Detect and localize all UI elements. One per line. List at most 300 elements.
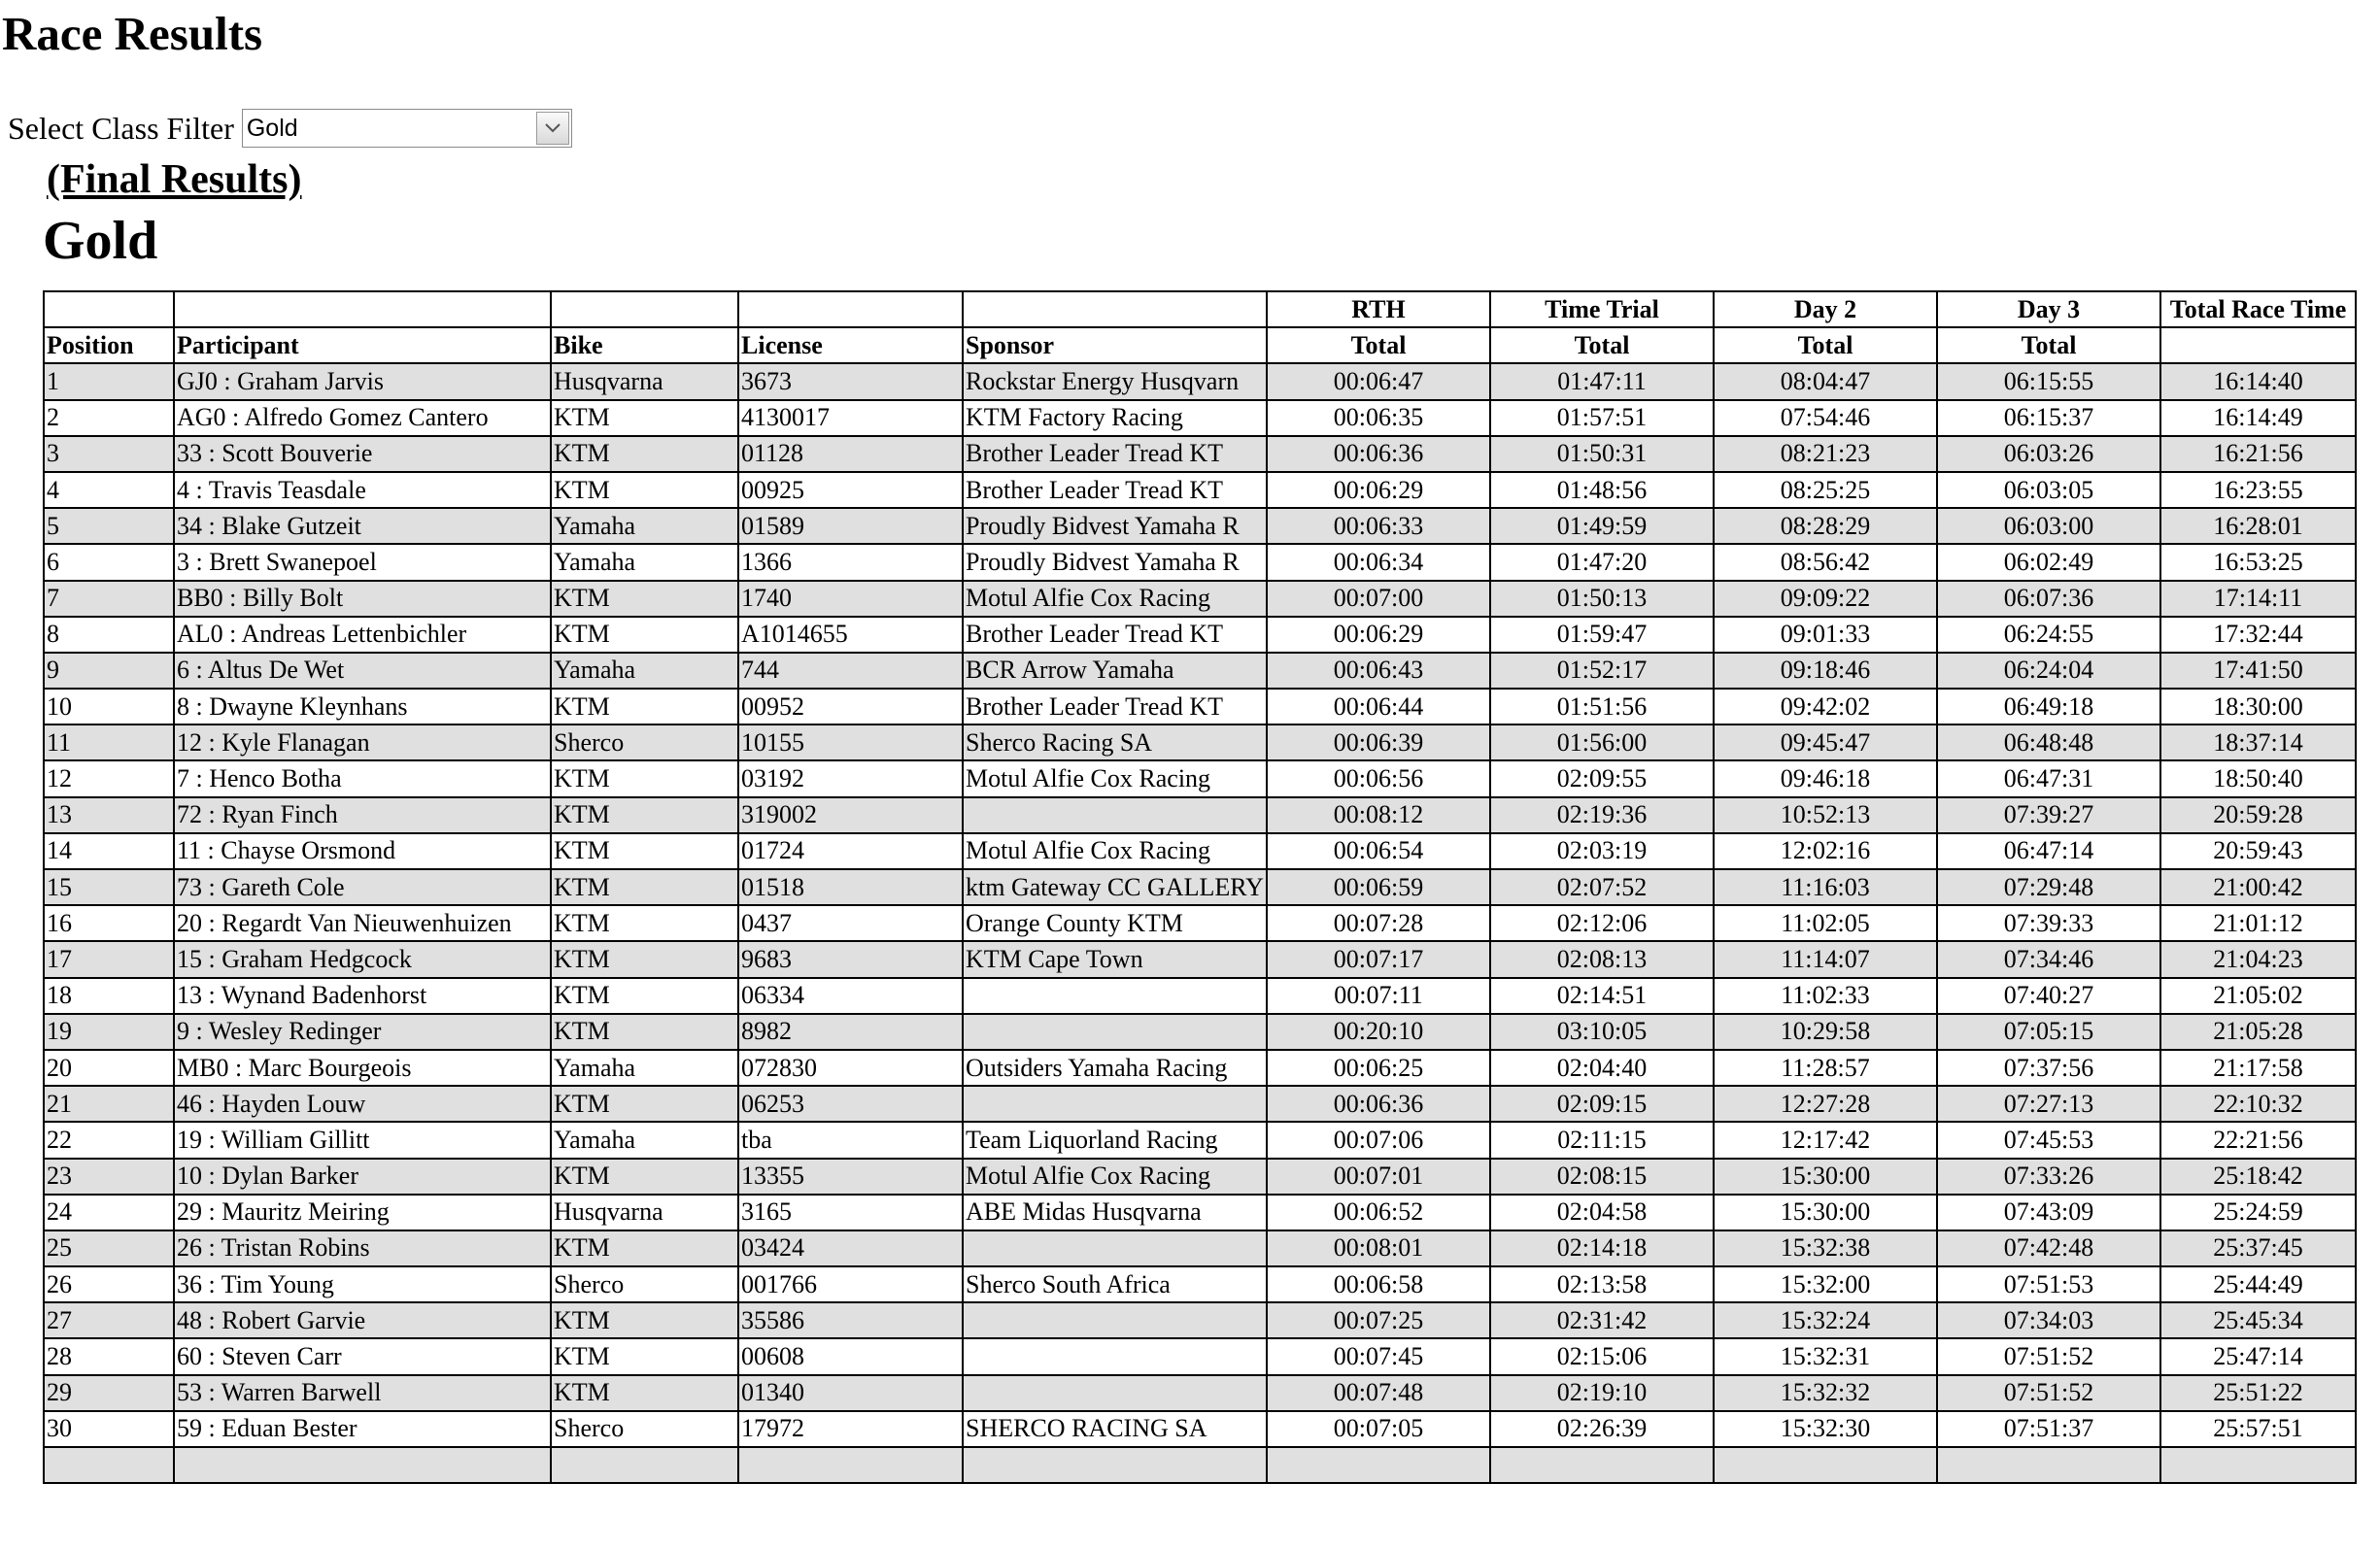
- table-row: [44, 1338, 2356, 1374]
- table-header-rth-total: Total: [1267, 327, 1490, 363]
- cell-sponsor: Brother Leader Tread KT: [963, 689, 1267, 724]
- cell-rth-total: 00:06:33: [1267, 508, 1490, 544]
- cell-participant: 10 : Dylan Barker: [174, 1159, 551, 1195]
- table-header-bike: Bike: [551, 327, 738, 363]
- cell-time-trial-total: 02:14:18: [1490, 1230, 1714, 1266]
- cell-day3-total: 06:47:31: [1937, 760, 2160, 796]
- cell-day3-total: 06:07:36: [1937, 581, 2160, 617]
- table-row: [44, 797, 2356, 833]
- cell-day3-total: 06:02:49: [1937, 544, 2160, 580]
- cell-bike: KTM: [551, 472, 738, 508]
- cell-position: 1: [44, 363, 174, 399]
- cell-bike: Yamaha: [551, 544, 738, 580]
- cell-day2-total: 12:17:42: [1714, 1122, 1937, 1158]
- cell-participant: BB0 : Billy Bolt: [174, 581, 551, 617]
- table-row: [44, 653, 2356, 689]
- table-header-position: Position: [44, 327, 174, 363]
- cell-sponsor: [963, 1447, 1267, 1483]
- cell-day2-total: 11:14:07: [1714, 941, 1937, 977]
- cell-license: A1014655: [738, 617, 963, 653]
- cell-rth-total: 00:20:10: [1267, 1014, 1490, 1050]
- cell-bike: Sherco: [551, 1411, 738, 1447]
- cell-day2-total: 08:04:47: [1714, 363, 1937, 399]
- cell-rth-total: 00:06:36: [1267, 436, 1490, 472]
- cell-rth-total: 00:06:35: [1267, 400, 1490, 436]
- cell-day2-total: 11:02:33: [1714, 978, 1937, 1014]
- cell-day3-total: 07:33:26: [1937, 1159, 2160, 1195]
- cell-day2-total: 12:27:28: [1714, 1086, 1937, 1122]
- cell-day3-total: 06:03:00: [1937, 508, 2160, 544]
- cell-position: 13: [44, 797, 174, 833]
- cell-total-race-time: 16:14:40: [2160, 363, 2356, 399]
- cell-day3-total: 07:40:27: [1937, 978, 2160, 1014]
- cell-position: 5: [44, 508, 174, 544]
- cell-rth-total: 00:06:47: [1267, 363, 1490, 399]
- cell-day2-total: 15:32:32: [1714, 1375, 1937, 1411]
- cell-license: 10155: [738, 724, 963, 760]
- cell-time-trial-total: 02:04:40: [1490, 1050, 1714, 1086]
- cell-sponsor: ktm Gateway CC GALLERY: [963, 869, 1267, 905]
- cell-position: 18: [44, 978, 174, 1014]
- cell-participant: 20 : Regardt Van Nieuwenhuizen: [174, 905, 551, 941]
- cell-day3-total: 07:51:53: [1937, 1266, 2160, 1302]
- cell-license: 3165: [738, 1195, 963, 1230]
- cell-time-trial-total: 02:19:36: [1490, 797, 1714, 833]
- table-row: [44, 689, 2356, 724]
- cell-rth-total: 00:06:52: [1267, 1195, 1490, 1230]
- table-row: [44, 1050, 2356, 1086]
- table-header-total-race-time: Total Race Time: [2160, 291, 2356, 327]
- cell-participant: 73 : Gareth Cole: [174, 869, 551, 905]
- cell-time-trial-total: 02:15:06: [1490, 1338, 1714, 1374]
- table-header-row-top: [44, 291, 2356, 327]
- cell-participant: 8 : Dwayne Kleynhans: [174, 689, 551, 724]
- cell-bike: KTM: [551, 400, 738, 436]
- cell-sponsor: Sherco Racing SA: [963, 724, 1267, 760]
- cell-total-race-time: 16:23:55: [2160, 472, 2356, 508]
- cell-day2-total: 15:32:24: [1714, 1302, 1937, 1338]
- cell-day3-total: 07:51:52: [1937, 1375, 2160, 1411]
- cell-time-trial-total: 01:59:47: [1490, 617, 1714, 653]
- cell-participant: 72 : Ryan Finch: [174, 797, 551, 833]
- cell-day3-total: 06:03:26: [1937, 436, 2160, 472]
- cell-day2-total: 08:28:29: [1714, 508, 1937, 544]
- cell-time-trial-total: 02:04:58: [1490, 1195, 1714, 1230]
- cell-license: 9683: [738, 941, 963, 977]
- table-row: [44, 617, 2356, 653]
- results-table: [43, 290, 2357, 1484]
- cell-bike: KTM: [551, 617, 738, 653]
- cell-day3-total: 06:24:55: [1937, 617, 2160, 653]
- chevron-down-icon[interactable]: [536, 112, 569, 145]
- cell-time-trial-total: 01:49:59: [1490, 508, 1714, 544]
- cell-sponsor: [963, 978, 1267, 1014]
- cell-participant: MB0 : Marc Bourgeois: [174, 1050, 551, 1086]
- cell-time-trial-total: 01:47:11: [1490, 363, 1714, 399]
- table-row: [44, 1411, 2356, 1447]
- class-heading: Gold: [43, 211, 158, 271]
- cell-day2-total: 15:32:31: [1714, 1338, 1937, 1374]
- cell-position: 25: [44, 1230, 174, 1266]
- cell-day2-total: 07:54:46: [1714, 400, 1937, 436]
- table-row: [44, 1447, 2356, 1483]
- cell-license: 00608: [738, 1338, 963, 1374]
- cell-day3-total: 07:39:27: [1937, 797, 2160, 833]
- cell-time-trial-total: 02:13:58: [1490, 1266, 1714, 1302]
- cell-total-race-time: 20:59:43: [2160, 833, 2356, 869]
- class-filter-label: Select Class Filter: [8, 110, 234, 146]
- cell-participant: 46 : Hayden Louw: [174, 1086, 551, 1122]
- cell-day2-total: 11:02:05: [1714, 905, 1937, 941]
- cell-bike: Sherco: [551, 724, 738, 760]
- cell-time-trial-total: 01:48:56: [1490, 472, 1714, 508]
- cell-time-trial-total: 02:12:06: [1490, 905, 1714, 941]
- table-row: [44, 1014, 2356, 1050]
- cell-total-race-time: 20:59:28: [2160, 797, 2356, 833]
- cell-rth-total: 00:06:44: [1267, 689, 1490, 724]
- cell-participant: 59 : Eduan Bester: [174, 1411, 551, 1447]
- cell-participant: AG0 : Alfredo Gomez Cantero: [174, 400, 551, 436]
- class-filter: [8, 109, 572, 148]
- cell-bike: KTM: [551, 797, 738, 833]
- cell-rth-total: 00:07:48: [1267, 1375, 1490, 1411]
- cell-total-race-time: 17:14:11: [2160, 581, 2356, 617]
- cell-rth-total: 00:06:34: [1267, 544, 1490, 580]
- cell-day2-total: 08:56:42: [1714, 544, 1937, 580]
- cell-position: 16: [44, 905, 174, 941]
- cell-participant: 29 : Mauritz Meiring: [174, 1195, 551, 1230]
- table-row: [44, 472, 2356, 508]
- cell-position: 22: [44, 1122, 174, 1158]
- cell-sponsor: [963, 1375, 1267, 1411]
- cell-bike: KTM: [551, 689, 738, 724]
- table-row: [44, 760, 2356, 796]
- table-row: [44, 1086, 2356, 1122]
- table-header-day3: Day 3: [1937, 291, 2160, 327]
- cell-bike: KTM: [551, 760, 738, 796]
- cell-position: 14: [44, 833, 174, 869]
- cell-time-trial-total: [1490, 1447, 1714, 1483]
- cell-day3-total: 07:42:48: [1937, 1230, 2160, 1266]
- cell-total-race-time: 16:28:01: [2160, 508, 2356, 544]
- cell-license: 4130017: [738, 400, 963, 436]
- cell-sponsor: Sherco South Africa: [963, 1266, 1267, 1302]
- cell-participant: 13 : Wynand Badenhorst: [174, 978, 551, 1014]
- cell-position: 11: [44, 724, 174, 760]
- cell-day2-total: 15:32:38: [1714, 1230, 1937, 1266]
- cell-participant: 19 : William Gillitt: [174, 1122, 551, 1158]
- cell-rth-total: 00:06:43: [1267, 653, 1490, 689]
- table-row: [44, 1195, 2356, 1230]
- table-row: [44, 1266, 2356, 1302]
- cell-sponsor: KTM Factory Racing: [963, 400, 1267, 436]
- page-title: Race Results: [2, 7, 263, 60]
- cell-position: 26: [44, 1266, 174, 1302]
- cell-total-race-time: 25:45:34: [2160, 1302, 2356, 1338]
- cell-day2-total: 09:45:47: [1714, 724, 1937, 760]
- cell-day2-total: 09:09:22: [1714, 581, 1937, 617]
- cell-day3-total: 06:49:18: [1937, 689, 2160, 724]
- cell-license: 001766: [738, 1266, 963, 1302]
- cell-total-race-time: 17:41:50: [2160, 653, 2356, 689]
- cell-total-race-time: 18:50:40: [2160, 760, 2356, 796]
- cell-sponsor: [963, 1230, 1267, 1266]
- cell-license: 01518: [738, 869, 963, 905]
- cell-rth-total: 00:06:36: [1267, 1086, 1490, 1122]
- cell-rth-total: 00:06:54: [1267, 833, 1490, 869]
- cell-day3-total: 06:47:14: [1937, 833, 2160, 869]
- table-header-license: License: [738, 327, 963, 363]
- cell-sponsor: Motul Alfie Cox Racing: [963, 833, 1267, 869]
- cell-total-race-time: 21:00:42: [2160, 869, 2356, 905]
- cell-position: 9: [44, 653, 174, 689]
- table-row: [44, 1302, 2356, 1338]
- cell-bike: KTM: [551, 1230, 738, 1266]
- cell-day3-total: 07:05:15: [1937, 1014, 2160, 1050]
- table-row: [44, 508, 2356, 544]
- cell-bike: KTM: [551, 1014, 738, 1050]
- cell-rth-total: 00:07:25: [1267, 1302, 1490, 1338]
- cell-total-race-time: 25:44:49: [2160, 1266, 2356, 1302]
- cell-license: 3673: [738, 363, 963, 399]
- cell-total-race-time: 22:10:32: [2160, 1086, 2356, 1122]
- cell-rth-total: 00:07:00: [1267, 581, 1490, 617]
- cell-day2-total: [1714, 1447, 1937, 1483]
- cell-position: 12: [44, 760, 174, 796]
- table-row: [44, 941, 2356, 977]
- cell-total-race-time: 25:57:51: [2160, 1411, 2356, 1447]
- cell-day2-total: 15:30:00: [1714, 1195, 1937, 1230]
- cell-license: 35586: [738, 1302, 963, 1338]
- cell-license: 0437: [738, 905, 963, 941]
- cell-sponsor: Proudly Bidvest Yamaha R: [963, 544, 1267, 580]
- cell-bike: Husqvarna: [551, 363, 738, 399]
- cell-position: 6: [44, 544, 174, 580]
- cell-total-race-time: 16:21:56: [2160, 436, 2356, 472]
- table-header-empty: [174, 291, 551, 327]
- cell-position: 21: [44, 1086, 174, 1122]
- cell-time-trial-total: 03:10:05: [1490, 1014, 1714, 1050]
- cell-time-trial-total: 02:09:15: [1490, 1086, 1714, 1122]
- cell-position: 23: [44, 1159, 174, 1195]
- cell-license: 01128: [738, 436, 963, 472]
- cell-time-trial-total: 02:19:10: [1490, 1375, 1714, 1411]
- cell-license: 17972: [738, 1411, 963, 1447]
- cell-bike: Yamaha: [551, 508, 738, 544]
- cell-time-trial-total: 01:50:31: [1490, 436, 1714, 472]
- cell-total-race-time: 21:01:12: [2160, 905, 2356, 941]
- cell-sponsor: Orange County KTM: [963, 905, 1267, 941]
- cell-sponsor: ABE Midas Husqvarna: [963, 1195, 1267, 1230]
- cell-sponsor: Motul Alfie Cox Racing: [963, 1159, 1267, 1195]
- cell-time-trial-total: 02:31:42: [1490, 1302, 1714, 1338]
- cell-total-race-time: 21:04:23: [2160, 941, 2356, 977]
- cell-bike: KTM: [551, 905, 738, 941]
- cell-rth-total: 00:08:01: [1267, 1230, 1490, 1266]
- cell-position: 15: [44, 869, 174, 905]
- cell-day3-total: 07:27:13: [1937, 1086, 2160, 1122]
- cell-day2-total: 11:16:03: [1714, 869, 1937, 905]
- cell-participant: 4 : Travis Teasdale: [174, 472, 551, 508]
- cell-bike: [551, 1447, 738, 1483]
- cell-position: 2: [44, 400, 174, 436]
- cell-participant: 9 : Wesley Redinger: [174, 1014, 551, 1050]
- table-header-empty: [2160, 327, 2356, 363]
- cell-rth-total: 00:07:01: [1267, 1159, 1490, 1195]
- cell-rth-total: 00:08:12: [1267, 797, 1490, 833]
- cell-bike: KTM: [551, 1159, 738, 1195]
- cell-sponsor: Motul Alfie Cox Racing: [963, 760, 1267, 796]
- cell-day2-total: 08:25:25: [1714, 472, 1937, 508]
- cell-sponsor: [963, 1302, 1267, 1338]
- cell-day3-total: 07:34:46: [1937, 941, 2160, 977]
- cell-sponsor: Motul Alfie Cox Racing: [963, 581, 1267, 617]
- cell-participant: 33 : Scott Bouverie: [174, 436, 551, 472]
- cell-total-race-time: 25:47:14: [2160, 1338, 2356, 1374]
- cell-day3-total: 07:34:03: [1937, 1302, 2160, 1338]
- cell-day3-total: 07:43:09: [1937, 1195, 2160, 1230]
- cell-position: 7: [44, 581, 174, 617]
- cell-time-trial-total: 02:14:51: [1490, 978, 1714, 1014]
- cell-bike: KTM: [551, 833, 738, 869]
- table-row: [44, 978, 2356, 1014]
- cell-day2-total: 09:01:33: [1714, 617, 1937, 653]
- cell-time-trial-total: 02:07:52: [1490, 869, 1714, 905]
- cell-participant: 12 : Kyle Flanagan: [174, 724, 551, 760]
- cell-participant: GJ0 : Graham Jarvis: [174, 363, 551, 399]
- cell-total-race-time: 22:21:56: [2160, 1122, 2356, 1158]
- cell-participant: [174, 1447, 551, 1483]
- cell-day3-total: 07:39:33: [1937, 905, 2160, 941]
- table-row: [44, 544, 2356, 580]
- cell-license: 1740: [738, 581, 963, 617]
- cell-license: 03424: [738, 1230, 963, 1266]
- cell-bike: Sherco: [551, 1266, 738, 1302]
- table-row: [44, 833, 2356, 869]
- cell-license: 00952: [738, 689, 963, 724]
- cell-rth-total: 00:06:59: [1267, 869, 1490, 905]
- cell-total-race-time: 16:14:49: [2160, 400, 2356, 436]
- cell-day3-total: 07:29:48: [1937, 869, 2160, 905]
- cell-total-race-time: 21:17:58: [2160, 1050, 2356, 1086]
- cell-license: tba: [738, 1122, 963, 1158]
- table-row: [44, 1159, 2356, 1195]
- cell-bike: KTM: [551, 1375, 738, 1411]
- cell-bike: KTM: [551, 581, 738, 617]
- cell-bike: Husqvarna: [551, 1195, 738, 1230]
- class-filter-select[interactable]: [242, 109, 572, 148]
- cell-sponsor: Team Liquorland Racing: [963, 1122, 1267, 1158]
- cell-license: 03192: [738, 760, 963, 796]
- cell-sponsor: [963, 797, 1267, 833]
- table-header-participant: Participant: [174, 327, 551, 363]
- class-filter-selected-value: Gold: [246, 114, 298, 142]
- cell-participant: 53 : Warren Barwell: [174, 1375, 551, 1411]
- cell-day2-total: 12:02:16: [1714, 833, 1937, 869]
- cell-position: 20: [44, 1050, 174, 1086]
- cell-license: 01340: [738, 1375, 963, 1411]
- cell-rth-total: 00:06:58: [1267, 1266, 1490, 1302]
- table-row: [44, 869, 2356, 905]
- cell-participant: 60 : Steven Carr: [174, 1338, 551, 1374]
- cell-sponsor: SHERCO RACING SA: [963, 1411, 1267, 1447]
- cell-rth-total: 00:06:39: [1267, 724, 1490, 760]
- cell-license: 06334: [738, 978, 963, 1014]
- cell-license: [738, 1447, 963, 1483]
- cell-time-trial-total: 01:56:00: [1490, 724, 1714, 760]
- cell-day2-total: 10:52:13: [1714, 797, 1937, 833]
- cell-time-trial-total: 02:11:15: [1490, 1122, 1714, 1158]
- cell-license: 8982: [738, 1014, 963, 1050]
- cell-license: 1366: [738, 544, 963, 580]
- table-row: [44, 1122, 2356, 1158]
- cell-position: 24: [44, 1195, 174, 1230]
- cell-total-race-time: 18:30:00: [2160, 689, 2356, 724]
- cell-sponsor: [963, 1014, 1267, 1050]
- cell-time-trial-total: 01:51:56: [1490, 689, 1714, 724]
- cell-day3-total: 07:51:37: [1937, 1411, 2160, 1447]
- cell-sponsor: Rockstar Energy Husqvarn: [963, 363, 1267, 399]
- cell-time-trial-total: 01:50:13: [1490, 581, 1714, 617]
- cell-license: 744: [738, 653, 963, 689]
- cell-license: 072830: [738, 1050, 963, 1086]
- cell-license: 13355: [738, 1159, 963, 1195]
- cell-total-race-time: [2160, 1447, 2356, 1483]
- cell-total-race-time: 21:05:02: [2160, 978, 2356, 1014]
- cell-position: 4: [44, 472, 174, 508]
- cell-day3-total: 07:45:53: [1937, 1122, 2160, 1158]
- table-header-empty: [963, 291, 1267, 327]
- table-header-time-trial: Time Trial: [1490, 291, 1714, 327]
- cell-bike: KTM: [551, 1086, 738, 1122]
- cell-sponsor: Brother Leader Tread KT: [963, 617, 1267, 653]
- table-header-day2-total: Total: [1714, 327, 1937, 363]
- cell-day3-total: 06:24:04: [1937, 653, 2160, 689]
- cell-rth-total: 00:07:06: [1267, 1122, 1490, 1158]
- cell-participant: 7 : Henco Botha: [174, 760, 551, 796]
- cell-time-trial-total: 02:26:39: [1490, 1411, 1714, 1447]
- cell-participant: 6 : Altus De Wet: [174, 653, 551, 689]
- cell-position: 3: [44, 436, 174, 472]
- cell-rth-total: 00:07:05: [1267, 1411, 1490, 1447]
- cell-bike: KTM: [551, 436, 738, 472]
- cell-participant: 34 : Blake Gutzeit: [174, 508, 551, 544]
- cell-rth-total: 00:06:56: [1267, 760, 1490, 796]
- cell-sponsor: [963, 1338, 1267, 1374]
- cell-day2-total: 09:18:46: [1714, 653, 1937, 689]
- table-row: [44, 581, 2356, 617]
- cell-position: 19: [44, 1014, 174, 1050]
- cell-sponsor: [963, 1086, 1267, 1122]
- cell-rth-total: 00:07:17: [1267, 941, 1490, 977]
- table-row: [44, 400, 2356, 436]
- final-results-link[interactable]: (Final Results): [47, 157, 302, 202]
- cell-day3-total: 07:51:52: [1937, 1338, 2160, 1374]
- cell-rth-total: 00:07:45: [1267, 1338, 1490, 1374]
- cell-position: 8: [44, 617, 174, 653]
- cell-time-trial-total: 02:08:13: [1490, 941, 1714, 977]
- cell-day2-total: 15:32:30: [1714, 1411, 1937, 1447]
- cell-rth-total: 00:07:11: [1267, 978, 1490, 1014]
- cell-bike: KTM: [551, 1302, 738, 1338]
- cell-time-trial-total: 01:57:51: [1490, 400, 1714, 436]
- cell-rth-total: [1267, 1447, 1490, 1483]
- cell-day2-total: 15:30:00: [1714, 1159, 1937, 1195]
- cell-participant: 26 : Tristan Robins: [174, 1230, 551, 1266]
- cell-day3-total: [1937, 1447, 2160, 1483]
- table-row: [44, 1375, 2356, 1411]
- cell-license: 01589: [738, 508, 963, 544]
